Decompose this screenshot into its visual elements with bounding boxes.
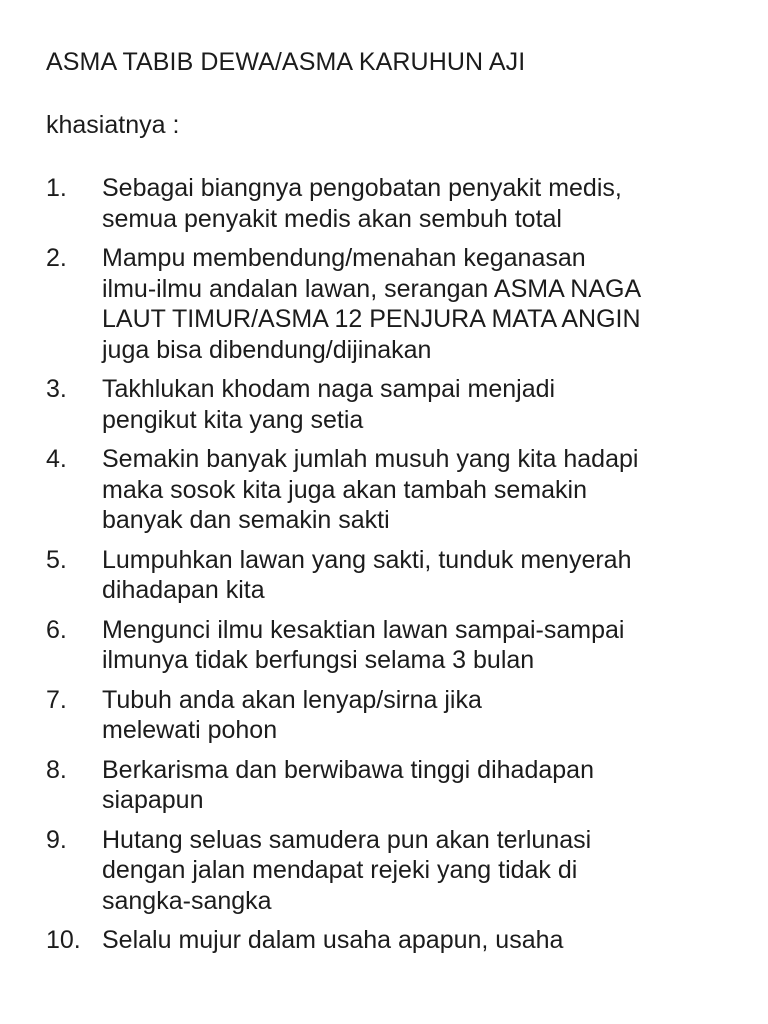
list-item-line: Sebagai biangnya pengobatan penyakit medis, <box>102 174 622 202</box>
list-item-number: 2. <box>46 244 67 272</box>
list-item-line: pengikut kita yang setia <box>102 405 364 434</box>
list-item <box>46 545 746 606</box>
list-item-line: maka sosok kita juga akan tambah semakin <box>102 475 587 504</box>
list-item <box>46 755 746 816</box>
list-item-number: 3. <box>46 375 67 403</box>
list-item <box>46 374 746 435</box>
list-item-number: 1. <box>46 174 67 202</box>
list-item-number: 5. <box>46 545 67 574</box>
list-item-line: ilmu-ilmu andalan lawan, serangan ASMA NAGA <box>102 274 642 303</box>
list-item-number: 8. <box>46 755 67 784</box>
list-item <box>46 615 746 676</box>
list-item-line: sangka-sangka <box>102 886 272 915</box>
list-item-text <box>102 755 702 816</box>
list-item-line: Lumpuhkan lawan yang sakti, tunduk menyerah <box>102 545 632 574</box>
document-subtitle: khasiatnya : <box>46 111 180 139</box>
list-item-line: dengan jalan mendapat rejeki yang tidak di <box>102 856 578 884</box>
list-item <box>46 444 746 536</box>
list-item-line: Mampu membendung/menahan keganasan <box>102 244 586 272</box>
list-item-line: siapapun <box>102 786 204 814</box>
list-item-line: banyak dan semakin sakti <box>102 506 390 534</box>
list-item-line: Mengunci ilmu kesaktian lawan sampai-sampai <box>102 615 625 644</box>
list-item-line: Tubuh anda akan lenyap/sirna jika <box>102 685 482 714</box>
benefits-list <box>46 173 746 956</box>
list-item-line: Takhlukan khodam naga sampai menjadi <box>102 375 556 403</box>
list-item-text <box>102 173 702 234</box>
list-item-text <box>102 243 702 365</box>
list-item-number: 9. <box>46 825 67 854</box>
document-page <box>46 46 746 965</box>
list-item-text <box>102 545 702 606</box>
list-item-line: juga bisa dibendung/dijinakan <box>102 335 432 364</box>
list-item-line: Berkarisma dan berwibawa tinggi dihadapan <box>102 755 594 784</box>
list-item-line: semua penyakit medis akan sembuh total <box>102 204 562 233</box>
list-item-text <box>102 615 702 676</box>
list-item-number: 10. <box>46 926 81 954</box>
list-item-line: Semakin banyak jumlah musuh yang kita hadapi <box>102 445 639 473</box>
list-item-text <box>102 685 702 746</box>
document-title: ASMA TABIB DEWA/ASMA KARUHUN AJI <box>46 48 526 76</box>
list-item-line: melewati pohon <box>102 716 278 744</box>
list-item-number: 6. <box>46 615 67 644</box>
list-item-line: Selalu mujur dalam usaha apapun, usaha <box>102 926 564 954</box>
list-item <box>46 243 746 365</box>
list-item-text <box>102 444 702 536</box>
list-item-line: LAUT TIMUR/ASMA 12 PENJURA MATA ANGIN <box>102 305 641 333</box>
list-item <box>46 685 746 746</box>
list-item-text <box>102 825 702 917</box>
list-item <box>46 173 746 234</box>
list-item <box>46 825 746 917</box>
list-item-line: ilmunya tidak berfungsi selama 3 bulan <box>102 646 535 674</box>
list-item-text <box>102 374 702 435</box>
list-item-line: Hutang seluas samudera pun akan terlunasi <box>102 825 592 854</box>
list-item <box>46 925 746 956</box>
list-item-text <box>102 925 702 956</box>
list-item-line: dihadapan kita <box>102 576 265 604</box>
list-item-number: 4. <box>46 445 67 473</box>
list-item-number: 7. <box>46 685 67 714</box>
